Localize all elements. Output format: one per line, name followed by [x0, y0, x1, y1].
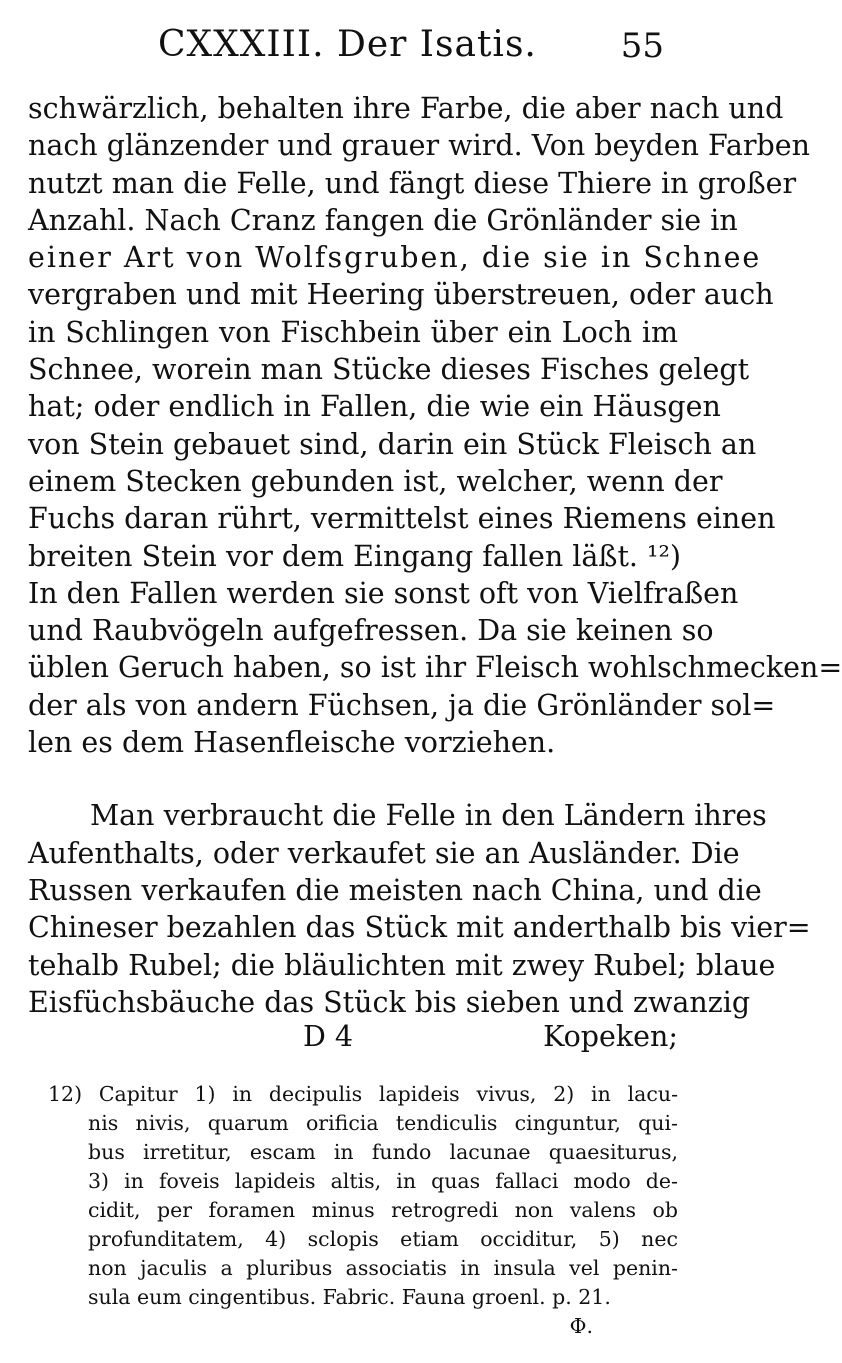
- footnote-line: nis nivis, quarum orificia tendiculis cinguntur, qui-: [88, 1111, 678, 1135]
- footnote-line: profunditatem, 4) sclopis etiam occiditur, 5) nec: [88, 1227, 678, 1251]
- footnote-line: bus irretitur, escam in fundo lacunae quaesiturus,: [88, 1140, 678, 1164]
- text-line: Eisfüchsbäuche das Stück bis sieben und zwanzig: [28, 985, 751, 1019]
- text-line: in Schlingen von Fischbein über ein Loch im: [28, 315, 678, 349]
- paragraph-1: [28, 90, 842, 761]
- text-line: einem Stecken gebunden ist, welcher, wenn der: [28, 464, 723, 498]
- text-line: nutzt man die Felle, und fängt diese Thiere in großer: [28, 166, 797, 200]
- footnote-line: sula eum cingentibus. Fabric. Fauna groenl. p. 21.: [88, 1285, 611, 1309]
- text-line: Aufenthalts, oder verkaufet sie an Ausländer. Die: [28, 836, 740, 870]
- paragraph-2: [28, 797, 811, 1021]
- running-title: CXXXIII. Der Isatis.: [158, 24, 537, 65]
- text-line: Fuchs daran rührt, vermittelst eines Riemens einen: [28, 502, 776, 536]
- signature-line: [28, 1020, 678, 1060]
- text-line: Anzahl. Nach Cranz fangen die Grönländer sie in: [28, 203, 738, 237]
- footnote-line: cidit, per foramen minus retrogredi non valens ob: [88, 1198, 678, 1222]
- footnote-line: 3) in foveis lapideis altis, in quas fallaci modo de-: [88, 1169, 678, 1193]
- footnote: [28, 1080, 678, 1341]
- footnote-line: non jaculis a pluribus associatis in insula vel penin-: [88, 1256, 678, 1280]
- text-line: von Stein gebauet sind, darin ein Stück Fleisch an: [28, 427, 757, 461]
- paragraph-gap: [28, 761, 678, 797]
- text-line: breiten Stein vor dem Eingang fallen läßt. ¹²): [28, 539, 681, 573]
- text-line: Man verbraucht die Felle in den Ländern ihres: [90, 799, 767, 833]
- text-line: der als von andern Füchsen, ja die Grönländer sol=: [28, 688, 776, 722]
- text-line: schwärzlich, behalten ihre Farbe, die aber nach und: [28, 92, 784, 125]
- page-number: 55: [620, 26, 664, 66]
- catchword: Kopeken;: [543, 1020, 678, 1053]
- running-header: [28, 18, 672, 68]
- text-line: und Raubvögeln aufgefressen. Da sie keinen so: [28, 614, 714, 648]
- footnote-end-mark: Φ.: [569, 1314, 593, 1338]
- text-line: einer Art von Wolfsgruben, die sie in Schnee: [28, 241, 762, 275]
- text-line: len es dem Hasenfleische vorziehen.: [28, 726, 556, 760]
- text-line: In den Fallen werden sie sonst oft von Vielfraßen: [28, 576, 739, 610]
- text-line: tehalb Rubel; die bläulichten mit zwey Rubel; blaue: [28, 948, 776, 982]
- text-line: nach glänzender und grauer wird. Von beyden Farben: [28, 129, 810, 163]
- text-line: hat; oder endlich in Fallen, die wie ein Häusgen: [28, 390, 721, 424]
- text-line: Chineser bezahlen das Stück mit anderthalb bis vier=: [28, 911, 811, 945]
- text-line: vergraben und mit Heering überstreuen, oder auch: [28, 278, 774, 312]
- text-line: Russen verkaufen die meisten nach China, und die: [28, 873, 762, 907]
- signature-mark: D 4: [303, 1020, 354, 1053]
- text-line: üblen Geruch haben, so ist ihr Fleisch wohlschmecken=: [28, 651, 842, 685]
- main-text: [28, 90, 842, 1021]
- footnote-line: 12) Capitur 1) in decipulis lapideis vivus, 2) in lacu-: [48, 1082, 678, 1106]
- text-line: Schnee, worein man Stücke dieses Fisches gelegt: [28, 353, 750, 387]
